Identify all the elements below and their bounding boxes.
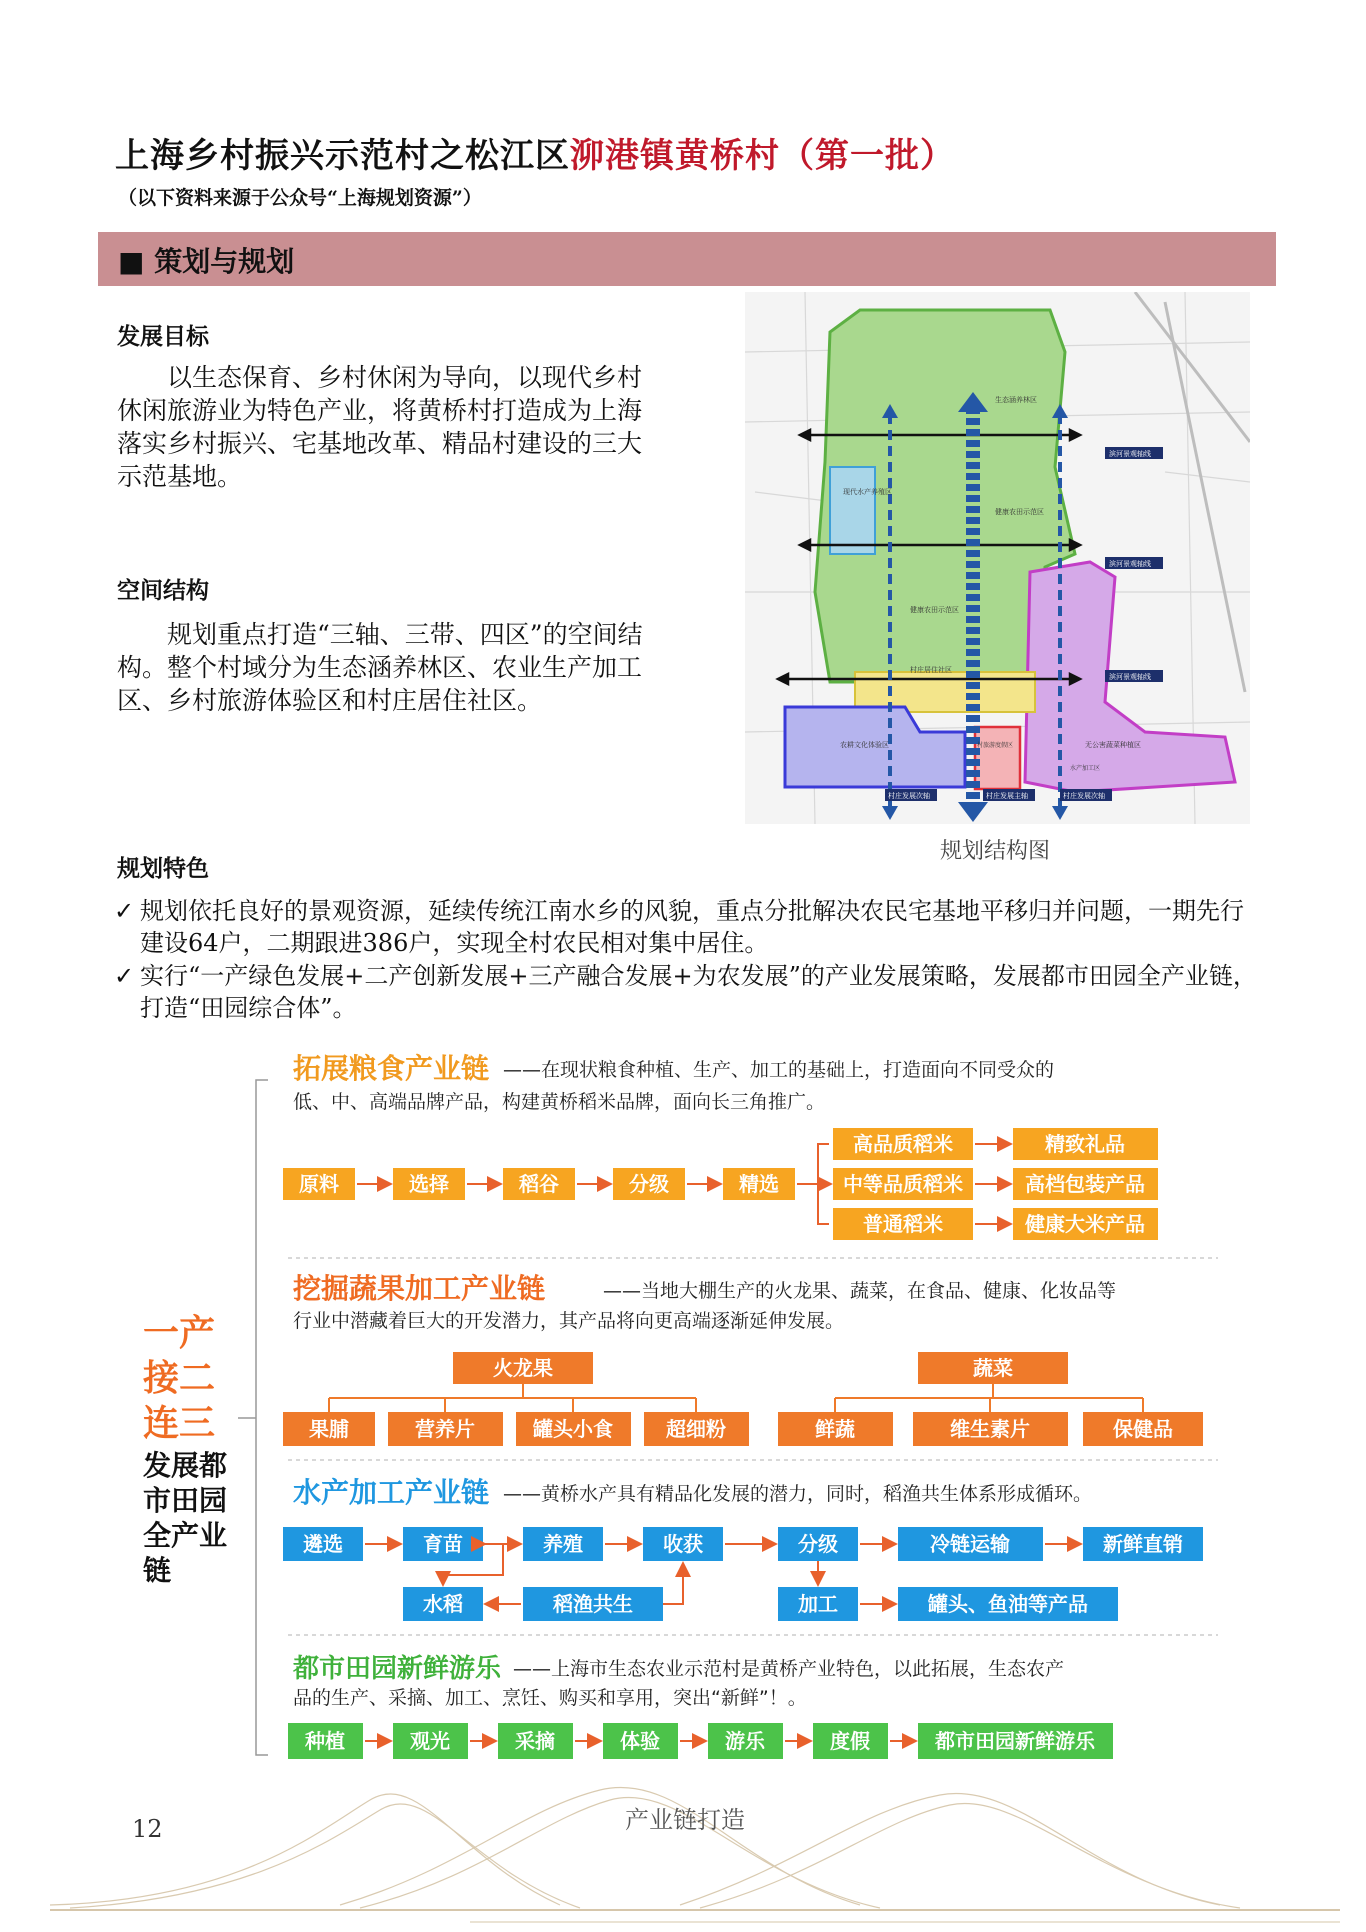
chain1-step-2: 选择 [409, 1172, 449, 1196]
left-title-red-2: 接二 [143, 1358, 216, 1399]
page-number: 12 [132, 1815, 163, 1843]
chain4-title: 都市田园新鲜游乐 [293, 1654, 502, 1684]
left-title-black-2: 市田园 [143, 1484, 228, 1517]
chain1-grade-2: 中等品质稻米 [843, 1172, 963, 1196]
map-caption: 规划结构图 [940, 839, 1051, 864]
map-label-belt3: 滨河景观轴线 [1109, 673, 1151, 681]
chain3-sub-2: 稻渔共生 [553, 1592, 633, 1616]
map-zone-tourism [975, 727, 1020, 789]
map-label-zone-bottom-center: 村旅游度假区 [977, 742, 1014, 749]
chain1-step-1: 原料 [299, 1172, 339, 1196]
chain2-item-3: 罐头小食 [533, 1417, 613, 1441]
chain1-product-3: 健康大米产品 [1025, 1212, 1145, 1236]
chain3-step-1: 遴选 [303, 1532, 343, 1556]
goal-heading: 发展目标 [117, 324, 209, 350]
map-label-zone-bottom-left: 农耕文化体验区 [840, 741, 889, 749]
left-title-red-3: 连三 [143, 1403, 216, 1444]
chain3-step-3: 养殖 [543, 1532, 583, 1556]
map-label-belt1: 滨河景观轴线 [1109, 450, 1151, 458]
chain4-step-2: 观光 [410, 1729, 450, 1753]
chain1-step-3: 稻谷 [519, 1172, 559, 1196]
chain2-desc2: 行业中潜藏着巨大的开发潜力，其产品将向更高端逐渐延伸发展。 [293, 1310, 845, 1332]
chain4-step-6: 度假 [830, 1729, 870, 1753]
chain3-desc1: ——黄桥水产具有精品化发展的潜力，同时，稻渔共生体系形成循环。 [503, 1483, 1093, 1505]
chain1-grade-3: 普通稻米 [863, 1212, 943, 1236]
chain1-product-2: 高档包装产品 [1025, 1172, 1145, 1196]
footer-decoration [40, 1770, 1350, 1930]
chain2-item-4: 超细粉 [666, 1417, 726, 1441]
chain2-desc1: ——当地大棚生产的火龙果、蔬菜，在食品、健康、化妆品等 [603, 1280, 1117, 1302]
chain4-step-3: 采摘 [515, 1729, 555, 1753]
chain1-product-1: 精致礼品 [1045, 1132, 1125, 1156]
chain4-step-5: 游乐 [725, 1729, 765, 1753]
chain3-step-6: 冷链运输 [930, 1532, 1010, 1556]
title-black-part: 上海乡村振兴示范村之松江区 [115, 136, 570, 176]
chain4-desc2: 品的生产、采摘、加工、烹饪、购买和享用，突出“新鲜”！。 [293, 1687, 807, 1709]
title-red-part: 泖港镇黄桥村（第一批） [570, 136, 955, 176]
chain2-item-7: 保健品 [1113, 1417, 1173, 1441]
feature-text-2: 实行“一产绿色发展+二产创新发展+三产融合发展+为农发展”的产业发展策略，发展都市田园全产业链，打造“田园综合体”。 [140, 962, 1257, 1022]
section-banner [98, 232, 1276, 286]
structure-text: 规划重点打造“三轴、三带、四区”的空间结构。整个村域分为生态涵养林区、农业生产加工区、乡村旅游体验区和村庄居住社区。 [117, 620, 643, 715]
map-zone-aquaculture [830, 467, 875, 554]
chain2-item-6: 维生素片 [950, 1417, 1030, 1441]
chain2-group-2: 蔬菜 [973, 1356, 1013, 1380]
chain4-desc1: ——上海市生态农业示范村是黄桥产业特色，以此拓展，生态农产 [513, 1658, 1065, 1680]
map-label-zone-center: 健康农田示范区 [910, 606, 959, 614]
map-label-zone-bottom-right: 无公害蔬菜种植区 [1085, 741, 1141, 749]
chain4-step-7: 都市田园新鲜游乐 [935, 1729, 1095, 1753]
chain1-desc1: ——在现状粮食种植、生产、加工的基础上，打造面向不同受众的 [503, 1059, 1055, 1081]
chain1-grade-1: 高品质稻米 [853, 1132, 953, 1156]
left-title-red-1: 一产 [143, 1313, 216, 1354]
map-label-axis-left: 村庄发展次轴 [888, 792, 930, 800]
left-title-black-3: 全产业 [143, 1519, 228, 1552]
chain1-title: 拓展粮食产业链 [293, 1052, 490, 1085]
map-label-zone-left-small: 现代水产养殖区 [843, 488, 892, 496]
map-label-zone-top: 生态涵养林区 [995, 396, 1037, 404]
chain1-step-4: 分级 [629, 1172, 669, 1196]
feature-item-1 [114, 895, 1264, 959]
chain2-item-2: 营养片 [415, 1417, 475, 1441]
page-title [115, 128, 955, 177]
map-label-zone-village: 村庄居住社区 [910, 666, 952, 674]
map-label-axis-right: 村庄发展次轴 [1063, 792, 1105, 800]
chain2-group-1: 火龙果 [493, 1356, 553, 1380]
structure-heading: 空间结构 [117, 578, 209, 604]
chain4-step-1: 种植 [305, 1729, 345, 1753]
source-note: （以下资料来源于公众号“上海规划资源”） [118, 187, 482, 209]
features-heading: 规划特色 [117, 856, 209, 882]
chain3-step-5: 分级 [798, 1532, 838, 1556]
section-banner-label: ■ 策划与规划 [118, 245, 295, 278]
feature-text-1: 规划依托良好的景观资源，延续传统江南水乡的风貌，重点分批解决农民宅基地平移归并问题，一期先行建设64户，二期跟进386户，实现全村农民相对集中居住。 [140, 897, 1244, 957]
chain3-sub-4: 罐头、鱼油等产品 [928, 1592, 1088, 1616]
chain2-title: 挖掘蔬果加工产业链 [293, 1272, 546, 1305]
chain3-step-2: 育苗 [423, 1532, 463, 1556]
chain3-sub-1: 水稻 [423, 1592, 463, 1616]
goal-text: 以生态保育、乡村休闲为导向，以现代乡村休闲旅游业为特色产业，将黄桥村打造成为上海落实乡村振兴、宅基地改革、精品村建设的三大示范基地。 [117, 363, 643, 491]
chain3-step-7: 新鲜直销 [1103, 1532, 1183, 1556]
structure-paragraph [117, 618, 657, 717]
chain2-item-5: 鲜蔬 [815, 1417, 855, 1441]
map-label-axis-center: 村庄发展主轴 [986, 792, 1028, 800]
check-icon: ✓ [114, 897, 135, 925]
chain2-item-1: 果脯 [309, 1417, 349, 1441]
chain3-sub-3: 加工 [798, 1592, 838, 1616]
check-icon: ✓ [114, 962, 135, 990]
left-title-black-1: 发展都 [143, 1449, 228, 1482]
diagram-caption: 产业链打造 [625, 1806, 745, 1834]
map-label-zone-right-small: 水产加工区 [1070, 765, 1101, 772]
left-title-black-4: 链 [143, 1554, 172, 1587]
chain3-step-4: 收获 [663, 1532, 703, 1556]
map-label-belt2: 滨河景观轴线 [1109, 560, 1151, 568]
planning-structure-map [745, 292, 1250, 824]
map-label-zone-mid: 健康农田示范区 [995, 508, 1044, 516]
chain4-step-4: 体验 [620, 1729, 660, 1753]
chain1-step-5: 精选 [739, 1172, 779, 1196]
chain3-title: 水产加工产业链 [293, 1476, 490, 1509]
chain1-desc2: 低、中、高端品牌产品，构建黄桥稻米品牌，面向长三角推广。 [293, 1091, 826, 1113]
goal-paragraph [117, 361, 657, 493]
industry-chain-diagram [138, 1050, 1228, 1800]
feature-item-2 [114, 960, 1264, 1024]
